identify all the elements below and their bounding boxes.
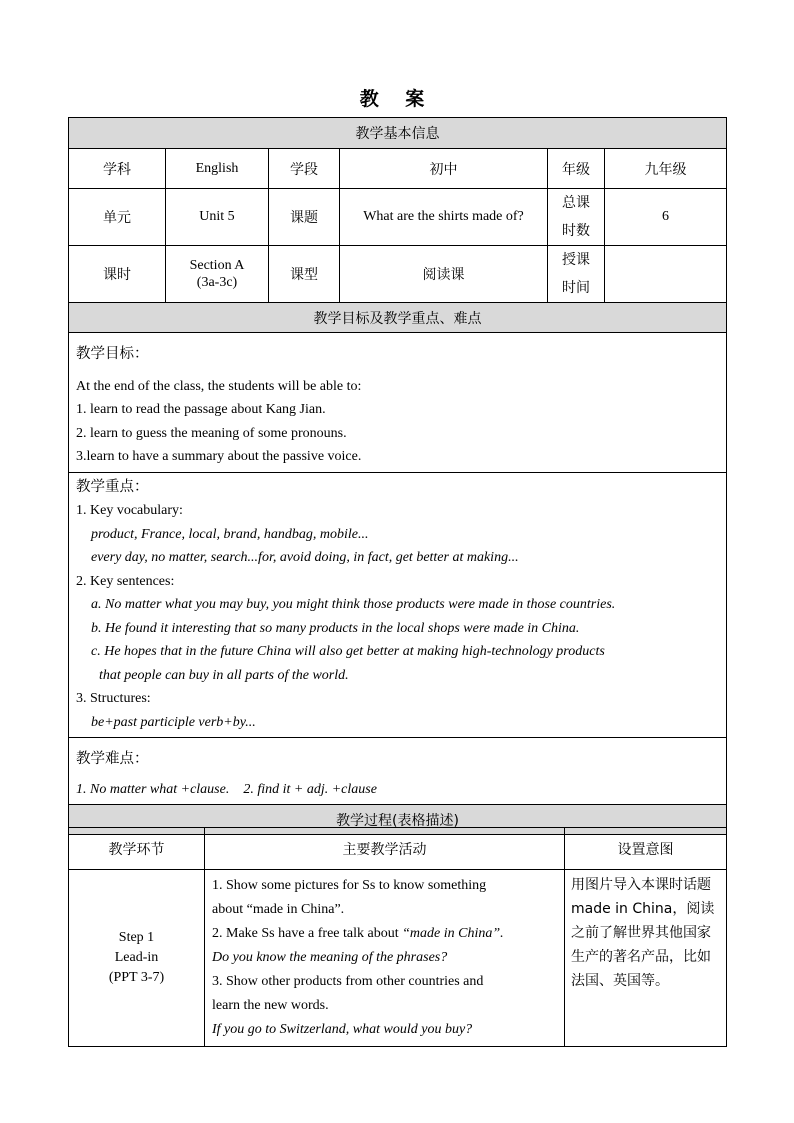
total-hours-label	[548, 189, 605, 246]
key-sentences-label: 2. Key sentences:	[76, 573, 175, 589]
key-vocabulary-label: 1. Key vocabulary:	[76, 503, 183, 518]
activity-cell	[205, 870, 565, 1047]
objective-line: 3.learn to have a summary about the passive voice.	[76, 449, 362, 464]
total-hours-label-line2: 时数	[562, 223, 590, 239]
period-label: 课时	[69, 246, 166, 303]
difficult-point-line	[76, 778, 719, 802]
purpose-cell: 用图片导入本课时话题 made in China，阅读之前了解世界其他国家生产的著名产品，比如法国、英国等。	[565, 870, 727, 1047]
type-label: 课型	[269, 246, 340, 303]
activity-quote: “made in China”.	[402, 926, 504, 941]
stage-value: 初中	[340, 149, 548, 189]
teaching-time-value	[605, 246, 727, 303]
key-sentence: c. He hopes that in the future China will also get better at making high-technology products	[91, 644, 605, 659]
total-hours-value: 6	[605, 189, 727, 246]
key-vocabulary-line: product, France, local, brand, handbag, mobile...	[91, 526, 369, 542]
key-points-cell	[69, 472, 727, 738]
period-value-line2: (3a-3c)	[196, 275, 238, 290]
column-purpose: 设置意图	[565, 828, 727, 870]
activity-line: If you go to Switzerland, what would you buy?	[212, 1022, 473, 1037]
unit-label: 单元	[69, 189, 166, 246]
activity-line: 3. Show other products from other countries and	[212, 974, 484, 989]
teaching-time-label-line2: 时间	[562, 280, 590, 296]
basic-info-header: 教学基本信息	[69, 118, 727, 149]
structures-label: 3. Structures:	[76, 691, 151, 706]
activity-line: learn the new words.	[212, 998, 329, 1013]
key-vocabulary-line: every day, no matter, search...for, avoid doing, in fact, get better at making...	[91, 550, 519, 565]
activity-line: about “made in China”.	[212, 902, 345, 917]
unit-value: Unit 5	[166, 189, 269, 246]
structure-line: be+past participle verb+by...	[91, 714, 256, 730]
step-ppt: (PPT 3-7)	[108, 970, 165, 985]
step-cell	[69, 870, 205, 1047]
subject-label: 学科	[69, 149, 166, 189]
column-activity: 主要教学活动	[205, 828, 565, 870]
difficult-point-2: 2. find it + adj. +clause	[243, 781, 377, 797]
subject-value: English	[166, 149, 269, 189]
key-sentence: b. He found it interesting that so many products in the local shops were made in China.	[91, 620, 580, 636]
step-number: Step 1	[118, 930, 155, 945]
period-value	[166, 246, 269, 303]
activity-line: 1. Show some pictures for Ss to know something	[212, 878, 487, 893]
objective-line: 1. learn to read the passage about Kang Jian.	[76, 402, 326, 417]
total-hours-label-line1: 总课	[562, 195, 590, 211]
activity-line: Do you know the meaning of the phrases?	[212, 950, 448, 965]
key-sentence: that people can buy in all parts of the world.	[99, 667, 349, 683]
process-table	[68, 827, 727, 1047]
topic-label: 课题	[269, 189, 340, 246]
basic-info-table	[68, 117, 727, 835]
topic-value: What are the shirts made of?	[340, 189, 548, 246]
teaching-time-label-line1: 授课	[562, 252, 590, 268]
goals-header: 教学目标及教学重点、难点	[69, 303, 727, 333]
activity-line	[212, 922, 557, 946]
activity-text: 2. Make Ss have a free talk about	[212, 926, 399, 941]
grade-value: 九年级	[605, 149, 727, 189]
difficult-points-title: 教学难点：	[76, 751, 149, 767]
type-value: 阅读课	[340, 246, 548, 303]
teaching-time-label	[548, 246, 605, 303]
grade-label: 年级	[548, 149, 605, 189]
objective-line: At the end of the class, the students will be able to:	[76, 378, 362, 394]
document-title: 教 案	[359, 88, 435, 110]
objectives-cell	[69, 333, 727, 473]
difficult-point-1: 1. No matter what +clause.	[76, 781, 230, 797]
key-points-title: 教学重点：	[76, 478, 149, 495]
key-sentence: a. No matter what you may buy, you might think those products were made in those countries.	[91, 597, 616, 612]
stage-label: 学段	[269, 149, 340, 189]
difficult-points-cell	[69, 738, 727, 805]
objective-line: 2. learn to guess the meaning of some pronouns.	[76, 425, 347, 441]
process-header: 教学过程(表格描述)	[69, 805, 727, 835]
period-value-line1: Section A	[189, 258, 245, 273]
step-name: Lead-in	[114, 950, 159, 965]
objectives-title: 教学目标：	[76, 346, 149, 362]
column-step: 教学环节	[69, 828, 205, 870]
